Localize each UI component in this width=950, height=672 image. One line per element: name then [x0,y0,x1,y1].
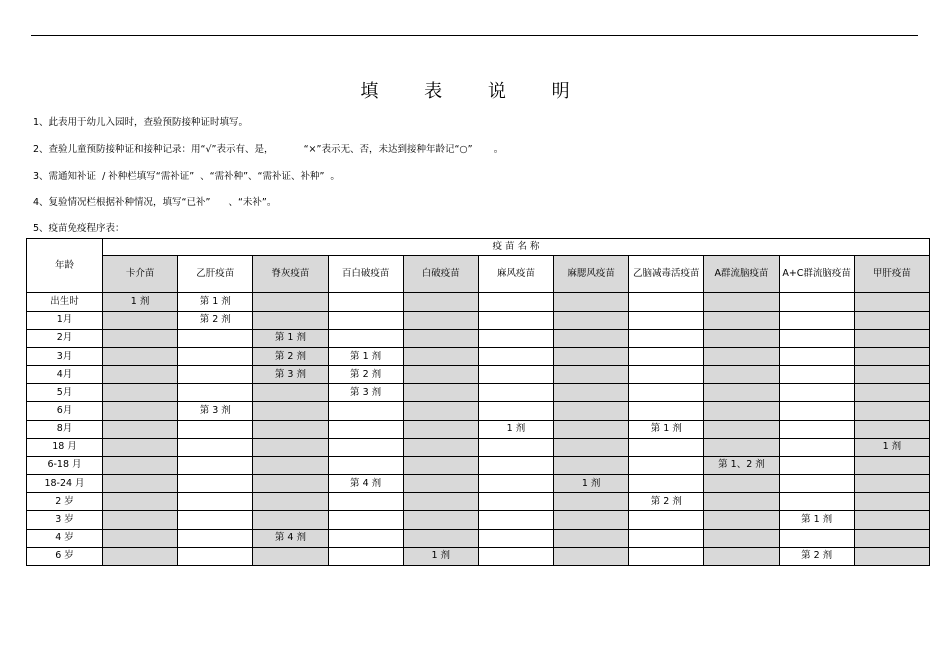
dose-cell: 1 剂 [854,438,929,456]
dose-cell [103,456,178,474]
dose-cell [629,511,704,529]
dose-cell [854,493,929,511]
vaccine-header: 白破疫苗 [403,256,478,293]
dose-cell [554,347,629,365]
table-row [27,511,930,529]
dose-cell [178,493,253,511]
dose-cell [403,475,478,493]
table-row [27,366,930,384]
dose-cell [854,529,929,547]
dose-cell [554,420,629,438]
dose-cell: 第 2 剂 [178,311,253,329]
dose-cell [403,493,478,511]
dose-cell [779,475,854,493]
dose-cell [629,329,704,347]
page-title: 填 表 说 明 [360,81,590,102]
dose-cell [704,402,779,420]
dose-cell [554,456,629,474]
dose-cell [103,493,178,511]
dose-cell [779,438,854,456]
vaccine-header: 麻腮风疫苗 [554,256,629,293]
dose-cell [629,347,704,365]
age-cell: 3月 [27,347,103,365]
table-row [27,493,930,511]
dose-cell [103,366,178,384]
dose-cell [328,529,403,547]
vaccine-group-header: 疫 苗 名 称 [103,239,930,256]
dose-cell: 第 2 剂 [629,493,704,511]
table-row [27,475,930,493]
dose-cell [554,311,629,329]
table-row [27,529,930,547]
dose-cell [403,529,478,547]
dose-cell [178,420,253,438]
dose-cell [178,529,253,547]
dose-cell [704,493,779,511]
dose-cell [854,420,929,438]
dose-cell [704,293,779,311]
dose-cell [403,311,478,329]
dose-cell [854,547,929,565]
dose-cell: 第 1 剂 [253,329,328,347]
dose-cell [328,493,403,511]
dose-cell [253,420,328,438]
dose-cell [103,384,178,402]
dose-cell [403,347,478,365]
dose-cell [704,329,779,347]
dose-cell [403,366,478,384]
dose-cell [779,329,854,347]
dose-cell [403,438,478,456]
table-row [27,547,930,565]
dose-cell [704,511,779,529]
dose-cell [704,366,779,384]
dose-cell [103,475,178,493]
dose-cell [854,511,929,529]
table-row [27,456,930,474]
note-2: 2、查验儿童预防接种证和接种记录：用“√”表示有、是， “×”表示无、否，未达到接种年龄记“○” 。 [33,144,504,155]
table-row [27,402,930,420]
dose-cell [554,384,629,402]
dose-cell [704,547,779,565]
dose-cell [779,366,854,384]
table-row [27,420,930,438]
dose-cell [103,420,178,438]
dose-cell [779,493,854,511]
dose-cell: 1 剂 [478,420,553,438]
dose-cell: 1 剂 [103,293,178,311]
dose-cell [629,384,704,402]
dose-cell [779,293,854,311]
dose-cell [779,420,854,438]
dose-cell [328,547,403,565]
dose-cell [328,329,403,347]
dose-cell [328,511,403,529]
dose-cell [554,402,629,420]
dose-cell [478,384,553,402]
age-cell: 3 岁 [27,511,103,529]
dose-cell: 第 3 剂 [178,402,253,420]
dose-cell [478,366,553,384]
dose-cell [103,547,178,565]
dose-cell [103,529,178,547]
dose-cell [178,547,253,565]
dose-cell [178,475,253,493]
dose-cell [779,311,854,329]
note-4: 4、复验情况栏根据补种情况，填写“已补” 、“未补”。 [33,197,277,208]
dose-cell [554,493,629,511]
dose-cell [403,511,478,529]
dose-cell [478,311,553,329]
dose-cell [779,456,854,474]
dose-cell [704,311,779,329]
table-row [27,384,930,402]
age-cell: 6-18 月 [27,456,103,474]
dose-cell [253,456,328,474]
dose-cell [704,438,779,456]
dose-cell [403,293,478,311]
age-cell: 4月 [27,366,103,384]
dose-cell [629,311,704,329]
dose-cell [554,547,629,565]
dose-cell [779,347,854,365]
dose-cell [253,475,328,493]
dose-cell [629,293,704,311]
dose-cell: 1 剂 [403,547,478,565]
dose-cell [478,402,553,420]
dose-cell [253,311,328,329]
dose-cell [103,402,178,420]
vaccine-header: A群流脑疫苗 [704,256,779,293]
dose-cell [704,420,779,438]
dose-cell: 第 2 剂 [779,547,854,565]
dose-cell: 第 1 剂 [779,511,854,529]
vaccine-header: 脊灰疫苗 [253,256,328,293]
dose-cell [403,456,478,474]
dose-cell [554,529,629,547]
dose-cell [253,402,328,420]
dose-cell [328,456,403,474]
dose-cell [854,384,929,402]
table-row [27,347,930,365]
note-5: 5、疫苗免疫程序表： [33,223,125,234]
dose-cell [478,438,553,456]
age-cell: 6 岁 [27,547,103,565]
dose-cell [554,329,629,347]
dose-cell [554,366,629,384]
dose-cell: 第 1 剂 [178,293,253,311]
table-row [27,329,930,347]
table-row [27,293,930,311]
dose-cell [854,329,929,347]
dose-cell [178,384,253,402]
dose-cell [103,329,178,347]
dose-cell [704,475,779,493]
vaccine-header: A+C群流脑疫苗 [779,256,854,293]
dose-cell [178,438,253,456]
vaccine-header: 乙肝疫苗 [178,256,253,293]
age-cell: 4 岁 [27,529,103,547]
dose-cell [403,384,478,402]
dose-cell [478,547,553,565]
dose-cell [554,511,629,529]
dose-cell: 第 2 剂 [328,366,403,384]
age-cell: 2 岁 [27,493,103,511]
dose-cell [103,311,178,329]
dose-cell [854,366,929,384]
dose-cell [704,347,779,365]
dose-cell [253,293,328,311]
dose-cell: 第 1、2 剂 [704,456,779,474]
dose-cell: 第 2 剂 [253,347,328,365]
dose-cell [328,293,403,311]
age-cell: 6月 [27,402,103,420]
dose-cell [629,366,704,384]
dose-cell [478,493,553,511]
dose-cell [328,311,403,329]
vaccine-header: 卡介苗 [103,256,178,293]
table-row [27,438,930,456]
dose-cell [554,438,629,456]
dose-cell [629,547,704,565]
dose-cell [779,402,854,420]
dose-cell [328,438,403,456]
dose-cell [253,438,328,456]
dose-cell [704,384,779,402]
age-cell: 1月 [27,311,103,329]
vaccine-schedule-table [26,238,930,566]
dose-cell [253,493,328,511]
age-cell: 2月 [27,329,103,347]
dose-cell [403,402,478,420]
note-1: 1、此表用于幼儿入园时，查验预防接种证时填写。 [33,117,249,128]
age-cell: 18-24 月 [27,475,103,493]
dose-cell [779,529,854,547]
age-header: 年龄 [27,239,103,293]
dose-cell [478,529,553,547]
age-cell: 8月 [27,420,103,438]
dose-cell [253,384,328,402]
dose-cell: 第 1 剂 [629,420,704,438]
dose-cell [328,402,403,420]
dose-cell [103,511,178,529]
age-cell: 出生时 [27,293,103,311]
dose-cell [629,529,704,547]
dose-cell [478,347,553,365]
dose-cell [854,311,929,329]
age-cell: 18 月 [27,438,103,456]
dose-cell [253,511,328,529]
dose-cell [629,402,704,420]
vaccine-header: 百白破疫苗 [328,256,403,293]
dose-cell: 1 剂 [554,475,629,493]
dose-cell [478,293,553,311]
dose-cell [854,475,929,493]
vaccine-header: 麻风疫苗 [478,256,553,293]
dose-cell [478,475,553,493]
vaccine-header: 乙脑减毒活疫苗 [629,256,704,293]
dose-cell [478,329,553,347]
dose-cell [629,456,704,474]
dose-cell [403,420,478,438]
table-row [27,311,930,329]
dose-cell [328,420,403,438]
dose-cell [178,511,253,529]
dose-cell [103,347,178,365]
dose-cell [854,347,929,365]
dose-cell [554,293,629,311]
dose-cell: 第 4 剂 [253,529,328,547]
note-3: 3、需通知补证 / 补种栏填写“需补证” 、“需补种”、“需补证、补种” 。 [33,171,340,182]
dose-cell [629,438,704,456]
dose-cell [178,329,253,347]
dose-cell: 第 4 剂 [328,475,403,493]
dose-cell [178,366,253,384]
dose-cell: 第 1 剂 [328,347,403,365]
dose-cell [854,402,929,420]
dose-cell [103,438,178,456]
dose-cell [478,456,553,474]
dose-cell [403,329,478,347]
dose-cell [253,547,328,565]
dose-cell [178,456,253,474]
dose-cell: 第 3 剂 [253,366,328,384]
vaccine-header: 甲肝疫苗 [854,256,929,293]
dose-cell [704,529,779,547]
dose-cell [178,347,253,365]
dose-cell [779,384,854,402]
dose-cell: 第 3 剂 [328,384,403,402]
dose-cell [854,456,929,474]
dose-cell [478,511,553,529]
dose-cell [629,475,704,493]
dose-cell [854,293,929,311]
age-cell: 5月 [27,384,103,402]
top-rule [31,35,918,36]
